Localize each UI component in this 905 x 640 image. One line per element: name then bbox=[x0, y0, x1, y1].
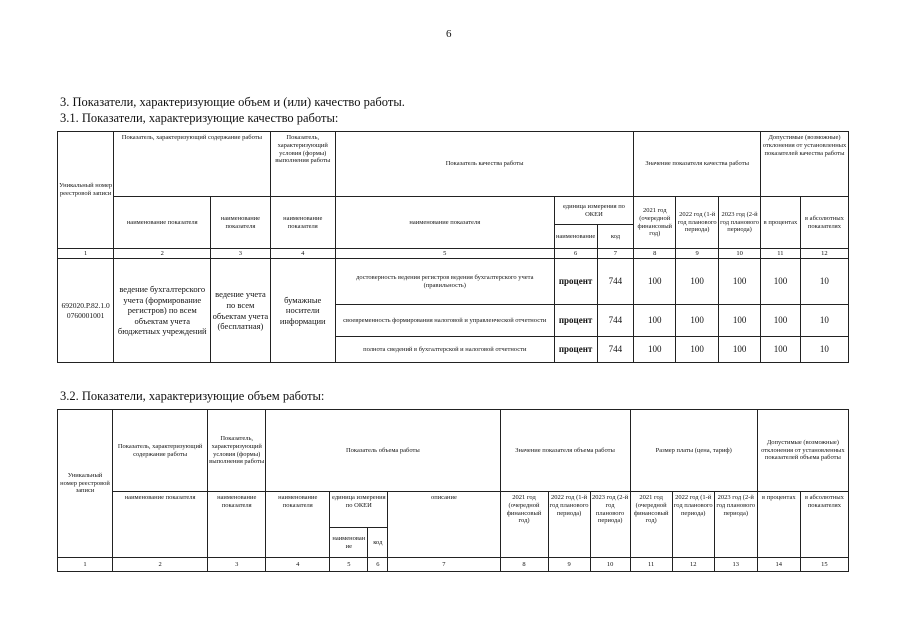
value-2023: 100 bbox=[719, 305, 761, 337]
value-2021: 100 bbox=[634, 305, 676, 337]
header-year-2022: 2022 год (1-й год планового периода) bbox=[676, 197, 719, 249]
col-num: 7 bbox=[597, 249, 634, 259]
value-2023: 100 bbox=[719, 259, 761, 305]
header-unit-code: код bbox=[597, 225, 634, 249]
col-num: 1 bbox=[58, 249, 114, 259]
col-num: 12 bbox=[672, 558, 714, 572]
subsection-heading-volume: 3.2. Показатели, характеризующие объем работы: bbox=[60, 389, 325, 403]
col-num: 4 bbox=[270, 249, 335, 259]
col-num: 7 bbox=[388, 558, 500, 572]
deviation-percent: 100 bbox=[761, 337, 801, 363]
unit-name: процент bbox=[554, 259, 597, 305]
header-unique-number: Уникальный номер реестровой записи bbox=[58, 410, 113, 558]
unit-name: процент bbox=[554, 305, 597, 337]
value-2022: 100 bbox=[676, 337, 719, 363]
header-name-3: наименование показателя bbox=[270, 197, 335, 249]
unit-name: процент bbox=[554, 337, 597, 363]
header-unit-code: код bbox=[368, 528, 388, 558]
header-name-1: наименование показателя bbox=[113, 492, 208, 558]
quality-indicators-table bbox=[57, 131, 849, 363]
header-fee-2023: 2023 год (2-й год планового периода) bbox=[714, 492, 757, 558]
deviation-absolute: 10 bbox=[800, 259, 848, 305]
header-absolute: в абсолютных показателях bbox=[800, 197, 848, 249]
col-num: 13 bbox=[714, 558, 757, 572]
col-num: 9 bbox=[676, 249, 719, 259]
value-2021: 100 bbox=[634, 337, 676, 363]
col-num: 3 bbox=[211, 249, 270, 259]
condition-value-1: ведение учета по всем объектам учета (бесплатная) bbox=[211, 259, 270, 363]
deviation-percent: 100 bbox=[761, 259, 801, 305]
header-year-2022: 2022 год (1-й год планового периода) bbox=[548, 492, 590, 558]
indicator-name: достоверность ведения регистров ведения бухгалтерского учета (правильность) bbox=[335, 259, 554, 305]
indicator-name: своевременность формирования налоговой и управленческой отчетности bbox=[335, 305, 554, 337]
header-deviation: Допустимые (возможные) отклонения от установленных показателей качества работы bbox=[761, 132, 849, 197]
header-condition-indicator: Показатель, характеризующий условия (формы) выполнения работы bbox=[208, 410, 266, 492]
header-deviation: Допустимые (возможные) отклонения от установленных показателей объема работы bbox=[757, 410, 848, 492]
col-num: 10 bbox=[719, 249, 761, 259]
header-percent: в процентах bbox=[757, 492, 800, 558]
header-unit: единица измерения по ОКЕИ bbox=[330, 492, 388, 528]
col-num: 6 bbox=[368, 558, 388, 572]
header-name-2: наименование показателя bbox=[208, 492, 266, 558]
table-row bbox=[58, 259, 849, 305]
column-number-row bbox=[58, 558, 849, 572]
condition-value-2: бумажные носители информации bbox=[270, 259, 335, 363]
col-num: 12 bbox=[800, 249, 848, 259]
header-description: описание bbox=[388, 492, 500, 558]
col-num: 3 bbox=[208, 558, 266, 572]
value-2022: 100 bbox=[676, 259, 719, 305]
unit-code: 744 bbox=[597, 305, 634, 337]
content-value: ведение бухгалтерского учета (формирование регистров) по всем объектам учета бюджетных учреждений bbox=[114, 259, 211, 363]
col-num: 8 bbox=[500, 558, 548, 572]
col-num: 4 bbox=[266, 558, 330, 572]
header-name-2: наименование показателя bbox=[211, 197, 270, 249]
deviation-absolute: 10 bbox=[800, 337, 848, 363]
header-quality-values: Значение показателя качества работы bbox=[634, 132, 761, 197]
page-number: 6 bbox=[446, 28, 452, 40]
header-content-indicator: Показатель, характеризующий содержание работы bbox=[114, 132, 270, 197]
header-unique-number: Уникальный номер реестровой записи bbox=[58, 132, 114, 249]
col-num: 10 bbox=[590, 558, 630, 572]
header-unit-name: наименование bbox=[554, 225, 597, 249]
header-unit: единица измерения по ОКЕИ bbox=[554, 197, 634, 225]
header-year-2023: 2023 год (2-й год планового периода) bbox=[590, 492, 630, 558]
unit-code: 744 bbox=[597, 337, 634, 363]
header-percent: в процентах bbox=[761, 197, 801, 249]
section-heading: 3. Показатели, характеризующие объем и (или) качество работы. bbox=[60, 95, 405, 109]
header-volume-indicator: Показатель объема работы bbox=[266, 410, 500, 492]
header-name-1: наименование показателя bbox=[114, 197, 211, 249]
value-2021: 100 bbox=[634, 259, 676, 305]
header-fee-2021: 2021 год (очередной финансовый год) bbox=[630, 492, 672, 558]
col-num: 2 bbox=[114, 249, 211, 259]
subsection-heading-quality: 3.1. Показатели, характеризующие качество работы: bbox=[60, 111, 339, 125]
header-volume-values: Значение показателя объема работы bbox=[500, 410, 630, 492]
header-year-2021: 2021 год (очередной финансовый год) bbox=[634, 197, 676, 249]
deviation-absolute: 10 bbox=[800, 305, 848, 337]
col-num: 2 bbox=[113, 558, 208, 572]
value-2022: 100 bbox=[676, 305, 719, 337]
header-condition-indicator: Показатель, характеризующий условия (формы) выполнения работы bbox=[270, 132, 335, 197]
value-2023: 100 bbox=[719, 337, 761, 363]
col-num: 15 bbox=[800, 558, 848, 572]
header-year-2021: 2021 год (очередной финансовый год) bbox=[500, 492, 548, 558]
header-year-2023: 2023 год (2-й год планового периода) bbox=[719, 197, 761, 249]
col-num: 11 bbox=[761, 249, 801, 259]
volume-indicators-table bbox=[57, 409, 849, 572]
indicator-name: полнота сведений в бухгалтерской и налоговой отчетности bbox=[335, 337, 554, 363]
col-num: 14 bbox=[757, 558, 800, 572]
unit-code: 744 bbox=[597, 259, 634, 305]
header-content-indicator: Показатель, характеризующий содержание работы bbox=[113, 410, 208, 492]
header-name-4: наименование показателя bbox=[335, 197, 554, 249]
header-quality-indicator: Показатель качества работы bbox=[335, 132, 633, 197]
col-num: 5 bbox=[330, 558, 368, 572]
column-number-row bbox=[58, 249, 849, 259]
col-num: 1 bbox=[58, 558, 113, 572]
header-absolute: в абсолютных показателях bbox=[800, 492, 848, 558]
header-fee-2022: 2022 год (1-й год планового периода) bbox=[672, 492, 714, 558]
deviation-percent: 100 bbox=[761, 305, 801, 337]
col-num: 6 bbox=[554, 249, 597, 259]
col-num: 11 bbox=[630, 558, 672, 572]
col-num: 8 bbox=[634, 249, 676, 259]
col-num: 5 bbox=[335, 249, 554, 259]
header-fee: Размер платы (цена, тариф) bbox=[630, 410, 757, 492]
col-num: 9 bbox=[548, 558, 590, 572]
header-unit-name: наименование bbox=[330, 528, 368, 558]
header-name-3: наименование показателя bbox=[266, 492, 330, 558]
registry-number: 692020.Р.82.1.0 0760001001 bbox=[58, 259, 114, 363]
